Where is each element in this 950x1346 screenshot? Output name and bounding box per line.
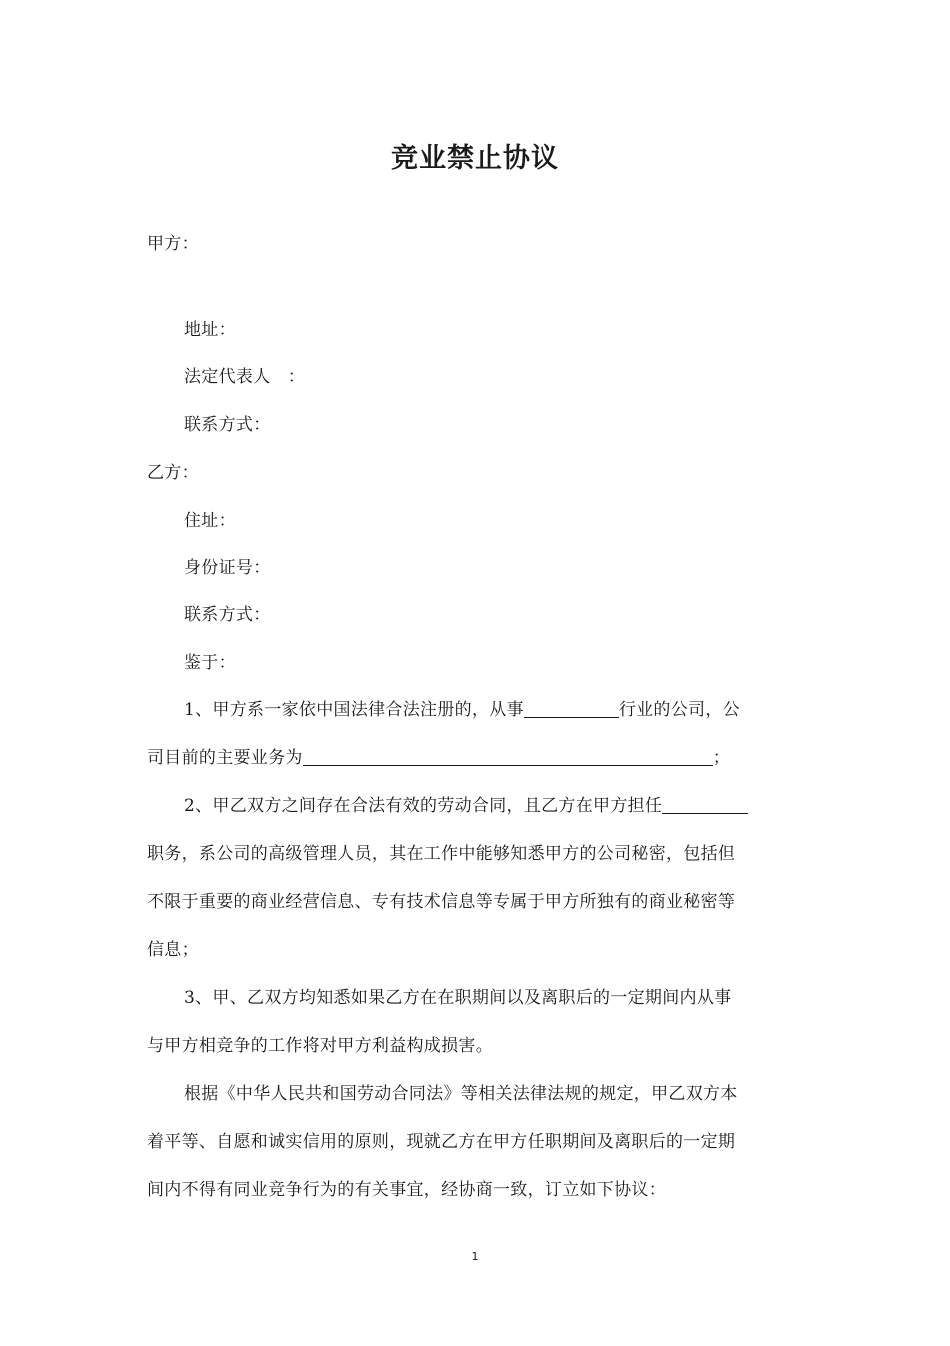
party-b-contact: 联系方式： <box>184 605 271 625</box>
whereas-label: 鉴于： <box>184 653 236 673</box>
party-b-residence: 住址： <box>184 511 236 531</box>
clause-2-line-3: 不限于重要的商业经营信息、专有技术信息等专属于甲方所独有的商业秘密等 <box>147 892 736 912</box>
clause-1-text-b: 行业的公司，公 <box>618 700 740 720</box>
clause-2-line-2: 职务，系公司的高级管理人员，其在工作中能够知悉甲方的公司秘密，包括但 <box>147 844 736 864</box>
clause-1-text-d: ； <box>712 748 731 768</box>
basis-line-1: 根据《中华人民共和国劳动合同法》等相关法律法规的规定，甲乙双方本 <box>184 1084 738 1104</box>
basis-line-3: 间内不得有同业竞争行为的有关事宜，经协商一致，订立如下协议： <box>147 1180 666 1200</box>
clause-1-line-2 <box>147 746 807 770</box>
clause-3-line-1: 3、甲、乙双方均知悉如果乙方在在职期间以及离职后的一定期间内从事 <box>184 988 732 1008</box>
clause-3-line-2: 与甲方相竞争的工作将对甲方利益构成损害。 <box>147 1036 493 1056</box>
party-b-label: 乙方： <box>147 463 199 483</box>
industry-blank <box>524 699 619 718</box>
party-a-address: 地址： <box>184 320 236 340</box>
document-title: 竞业禁止协议 <box>391 143 559 174</box>
clause-1-text-c: 司目前的主要业务为 <box>147 748 303 768</box>
clause-1-line-1 <box>184 698 804 722</box>
party-a-contact: 联系方式： <box>184 415 271 435</box>
party-b-id-number: 身份证号： <box>184 558 271 578</box>
party-a-legal-rep: 法定代表人 ： <box>184 367 306 387</box>
clause-2-line-4: 信息； <box>147 940 199 960</box>
clause-2-text-a: 2、甲乙双方之间存在合法有效的劳动合同，且乙方在甲方担任 <box>184 796 663 816</box>
position-blank <box>662 795 748 814</box>
page-number: 1 <box>471 1250 479 1263</box>
clause-2-line-1 <box>184 794 804 818</box>
clause-1-text-a: 1、甲方系一家依中国法律合法注册的，从事 <box>184 700 524 720</box>
party-a-label: 甲方： <box>147 234 199 254</box>
main-business-blank <box>303 747 713 766</box>
basis-line-2: 着平等、自愿和诚实信用的原则，现就乙方在甲方任职期间及离职后的一定期 <box>147 1132 736 1152</box>
